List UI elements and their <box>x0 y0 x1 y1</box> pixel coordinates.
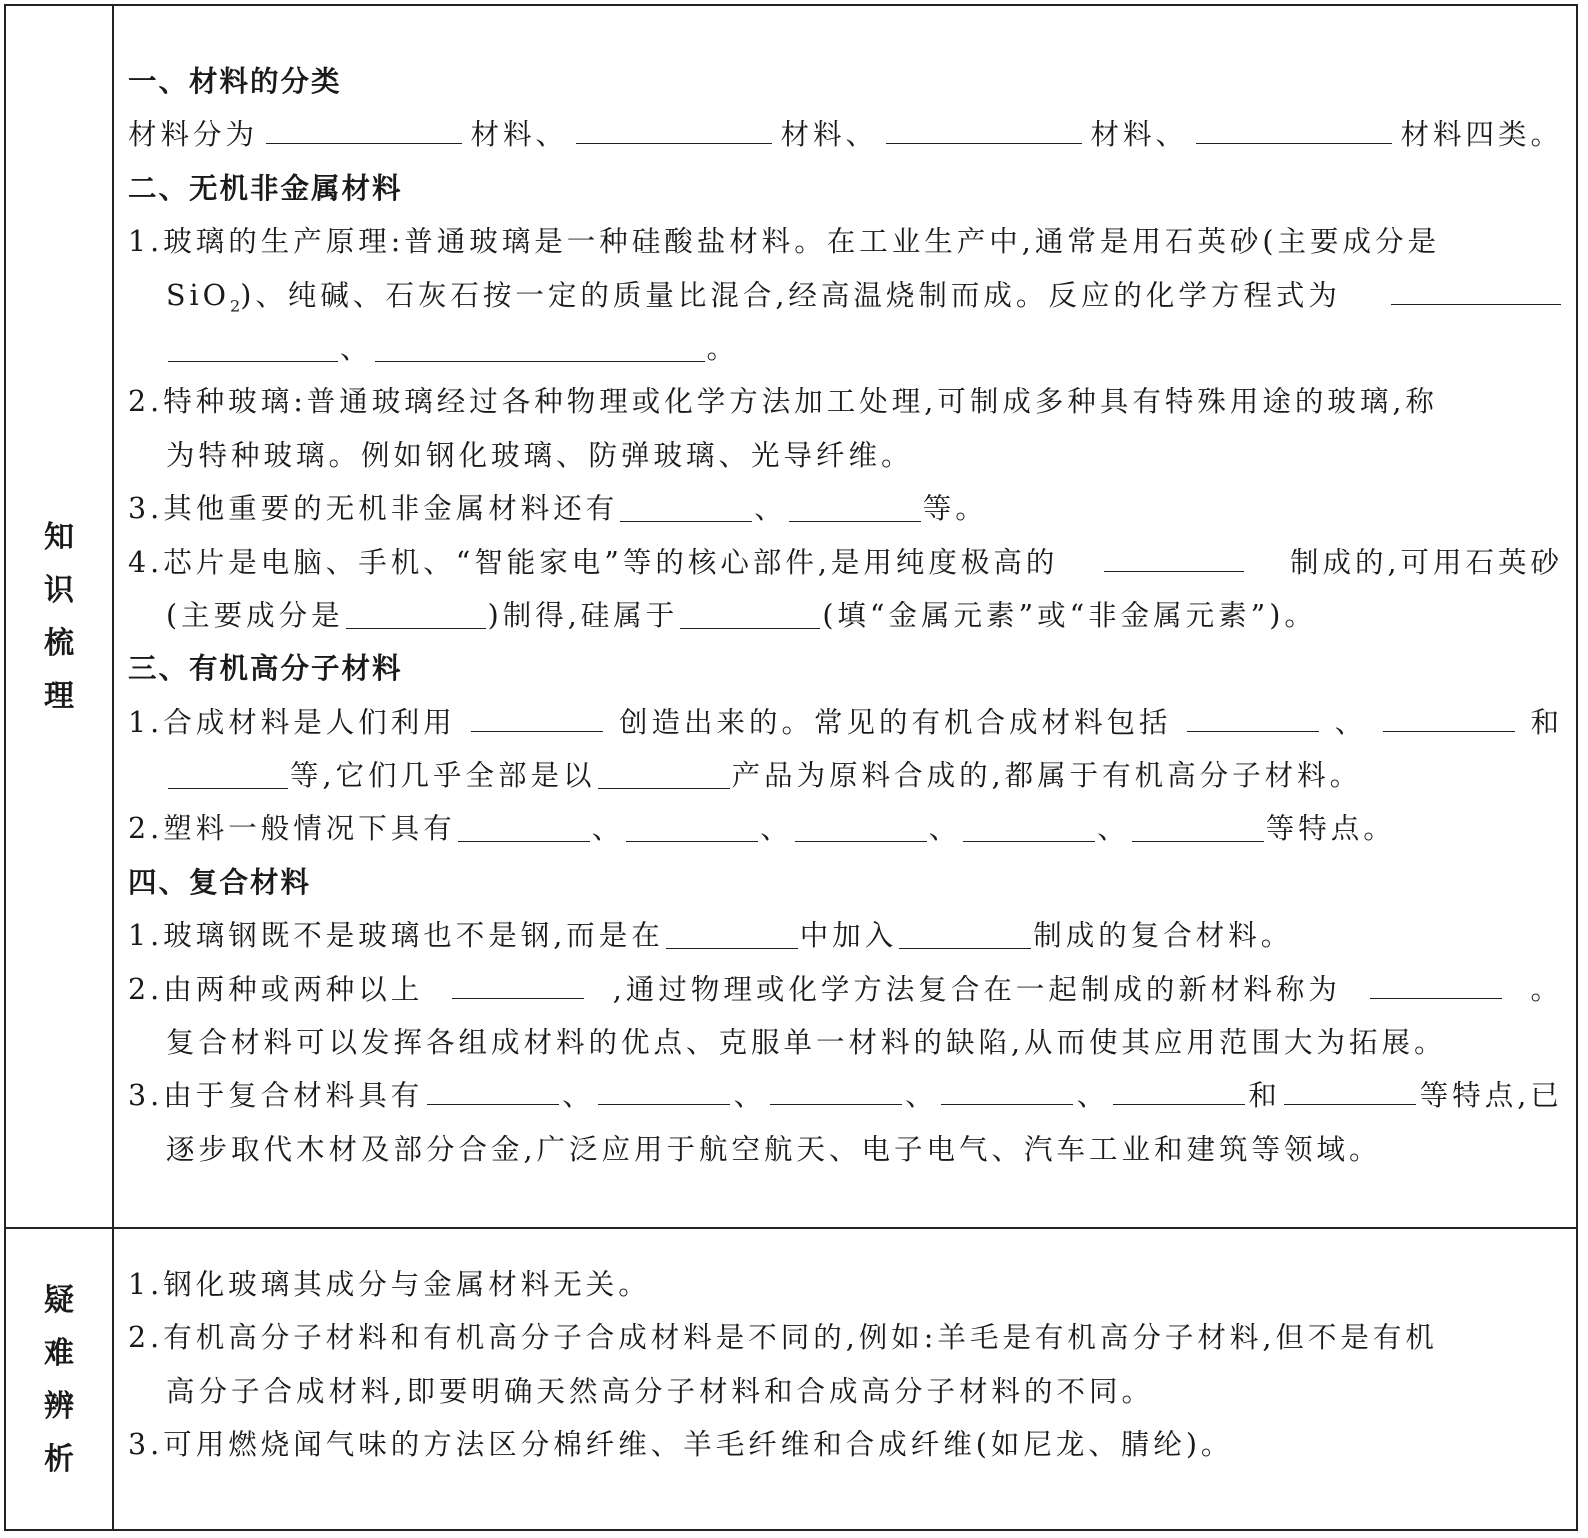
answer-blank[interactable] <box>789 495 921 522</box>
difficulties-content <box>128 1258 1563 1472</box>
answer-blank[interactable] <box>266 117 462 144</box>
worksheet-table <box>4 4 1578 1531</box>
text-line: (主要成分是 )制得,硅属于 (填“金属元素”或“非金属元素”)。 <box>166 598 1317 632</box>
text-line: 、 。 <box>128 322 1563 375</box>
text-line: 1.玻璃钢既不是玻璃也不是钢,而是在 中加入 制成的复合材料。 <box>128 919 1294 953</box>
answer-blank[interactable] <box>1284 1078 1416 1105</box>
text-line: 2.由两种或两种以上 ,通过物理或化学方法复合在一起制成的新材料称为 。 <box>128 972 1563 1006</box>
answer-blank[interactable] <box>626 815 758 842</box>
answer-blank[interactable] <box>1370 972 1502 999</box>
text-line: 材料分为 材料、 材料、 材料、 材料四类。 <box>128 118 1563 152</box>
answer-blank[interactable] <box>458 815 590 842</box>
column-divider <box>112 6 114 1529</box>
answer-blank[interactable] <box>1132 815 1264 842</box>
answer-blank[interactable] <box>598 762 730 789</box>
text-line: 等,它们几乎全部是以 产品为原料合成的,都属于有机高分子材料。 <box>128 749 1563 802</box>
answer-blank[interactable] <box>886 117 1082 144</box>
text-line: 为特种玻璃。例如钢化玻璃、防弹玻璃、光导纤维。 <box>166 438 914 472</box>
text-line: 4.芯片是电脑、手机、“智能家电”等的核心部件,是用纯度极高的 制成的,可用石英砂 <box>128 545 1563 579</box>
answer-blank[interactable] <box>795 815 927 842</box>
row-divider <box>6 1227 1576 1229</box>
answer-blank[interactable] <box>620 495 752 522</box>
answer-blank[interactable] <box>899 922 1031 949</box>
side-label-knowledge: 知 识 梳 理 <box>44 519 74 714</box>
text-line: 3.可用燃烧闻气味的方法区分棉纤维、羊毛纤维和合成纤维(如尼龙、腈纶)。 <box>128 1428 1234 1462</box>
answer-blank[interactable] <box>1187 705 1319 732</box>
answer-blank[interactable] <box>770 1078 902 1105</box>
answer-blank[interactable] <box>1113 1078 1245 1105</box>
section-title: 三、有机高分子材料 <box>128 652 403 686</box>
text-line: 2.特种玻璃:普通玻璃经过各种物理或化学方法加工处理,可制成多种具有特殊用途的玻璃,称 <box>128 385 1438 419</box>
answer-blank[interactable] <box>941 1078 1073 1105</box>
answer-blank[interactable] <box>375 335 705 362</box>
answer-blank[interactable] <box>666 922 798 949</box>
answer-blank[interactable] <box>452 972 584 999</box>
text-line: 复合材料可以发挥各组成材料的优点、克服单一材料的缺陷,从而使其应用范围大为拓展。 <box>166 1026 1447 1060</box>
text-line: 3.其他重要的无机非金属材料还有 、 等。 <box>128 492 988 526</box>
text-line: 2.有机高分子材料和有机高分子合成材料是不同的,例如:羊毛是有机高分子材料,但不是有机 <box>128 1321 1438 1355</box>
text-line: 1.合成材料是人们利用 创造出来的。常见的有机合成材料包括 、 和 <box>128 705 1563 739</box>
text-line: 1.玻璃的生产原理:普通玻璃是一种硅酸盐材料。在工业生产中,通常是用石英砂(主要成分是 <box>128 225 1440 259</box>
text-line: 2.塑料一般情况下具有 、 、 、 、 等特点。 <box>128 812 1396 846</box>
answer-blank[interactable] <box>963 815 1095 842</box>
answer-blank[interactable] <box>168 335 338 362</box>
answer-blank[interactable] <box>1383 705 1515 732</box>
answer-blank[interactable] <box>427 1078 559 1105</box>
answer-blank[interactable] <box>168 762 288 789</box>
section-title: 四、复合材料 <box>128 865 312 899</box>
section-title: 二、无机非金属材料 <box>128 171 403 205</box>
text-line: 3.由于复合材料具有 、 、 、 、 和 等特点,已 <box>128 1079 1563 1113</box>
answer-blank[interactable] <box>1196 117 1392 144</box>
answer-blank[interactable] <box>1391 278 1561 305</box>
answer-blank[interactable] <box>598 1078 730 1105</box>
text-line: 高分子合成材料,即要明确天然高分子材料和合成高分子材料的不同。 <box>166 1374 1155 1408</box>
side-label-difficulties: 疑 难 辨 析 <box>44 1283 74 1477</box>
text-line: 逐步取代木材及部分合金,广泛应用于航空航天、电子电气、汽车工业和建筑等领域。 <box>166 1132 1382 1166</box>
answer-blank[interactable] <box>1104 545 1244 572</box>
answer-blank[interactable] <box>576 117 772 144</box>
text-line: 1.钢化玻璃其成分与金属材料无关。 <box>128 1268 651 1301</box>
answer-blank[interactable] <box>346 602 486 629</box>
knowledge-content <box>128 55 1563 1176</box>
section-title: 一、材料的分类 <box>128 65 342 98</box>
text-line: SiO$_2$)、纯碱、石灰石按一定的质量比混合,经高温烧制而成。反应的化学方程式为 <box>128 269 1563 322</box>
answer-blank[interactable] <box>471 705 603 732</box>
answer-blank[interactable] <box>680 602 820 629</box>
